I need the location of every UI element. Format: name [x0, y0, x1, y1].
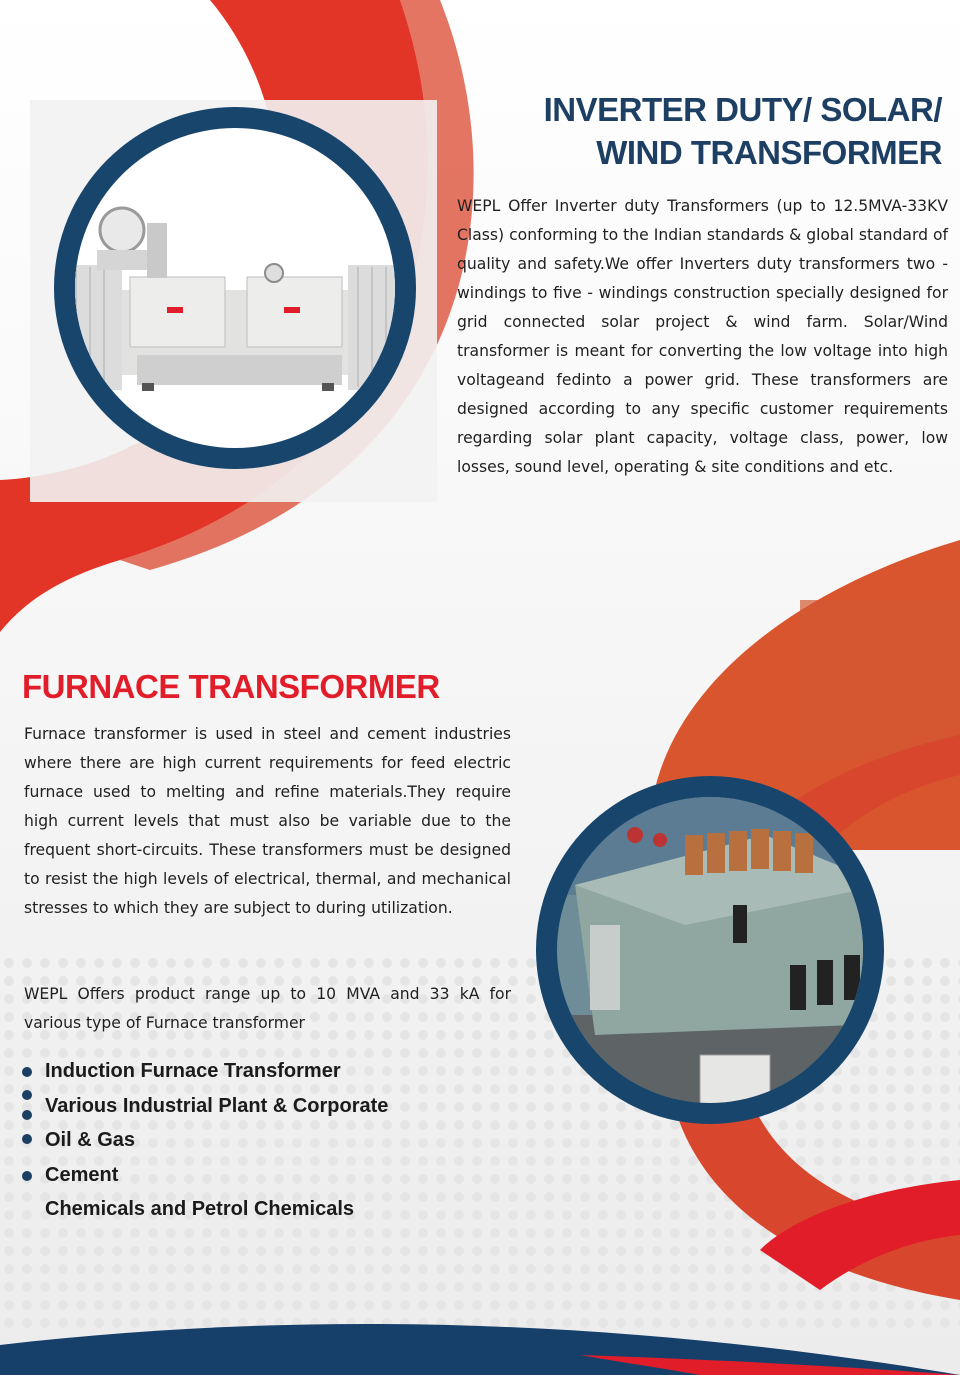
bullet-dot-icon [22, 1110, 32, 1120]
furnace-applications-list [22, 1055, 388, 1228]
bullet-dot-icon [22, 1134, 32, 1144]
inverter-title-line1: INVERTER DUTY/ SOLAR/ [543, 91, 942, 128]
furnace-range-text: WEPL Offers product range up to 10 MVA and 33 kA for various type of Furnace transformer [24, 985, 511, 1032]
application-label: Cement [45, 1163, 119, 1186]
furnace-transformer-photo [535, 775, 885, 1125]
inverter-title-line2: WIND TRANSFORMER [596, 134, 942, 171]
list-item [22, 1159, 388, 1194]
bullet-dot-icon [22, 1067, 32, 1077]
furnace-description: Furnace transformer is used in steel and cement industries where there are high current requirements for feed electric furnace used to melting and refine materials.They require high current levels that must also be variable due to the frequent short-circuits. These transformers must be designed to resist the high levels of electrical, thermal, and mechanical stresses to which they are subject to during utilization. [24, 725, 511, 917]
list-item [22, 1090, 388, 1125]
list-item [22, 1055, 388, 1090]
application-label: Chemicals and Petrol Chemicals [45, 1198, 355, 1220]
application-label: Oil & Gas [45, 1129, 136, 1151]
list-item [22, 1124, 388, 1159]
bullet-dot-icon [22, 1090, 32, 1100]
inverter-title [342, 88, 942, 174]
inverter-description: WEPL Offer Inverter duty Transformers (up to 12.5MVA-33KV Class) conforming to the Indian standards & global standard of quality and safety.We offer Inverters duty transformers two - windings to five - windings construction specially designed for grid connected solar project & wind farm. Solar/Wind transformer is meant for converting the low voltage into high voltageand fedinto a power grid. These transformers are designed according to any specific customer requirements regarding solar plant capacity, voltage class, power, low losses, sound level, operating & site conditions and etc. [457, 197, 948, 476]
bullet-dot-icon [22, 1171, 32, 1181]
list-item [22, 1193, 388, 1228]
application-label: Induction Furnace Transformer [45, 1060, 341, 1082]
application-label: Various Industrial Plant & Corporate [45, 1094, 389, 1117]
furnace-title: FURNACE TRANSFORMER [22, 668, 440, 705]
